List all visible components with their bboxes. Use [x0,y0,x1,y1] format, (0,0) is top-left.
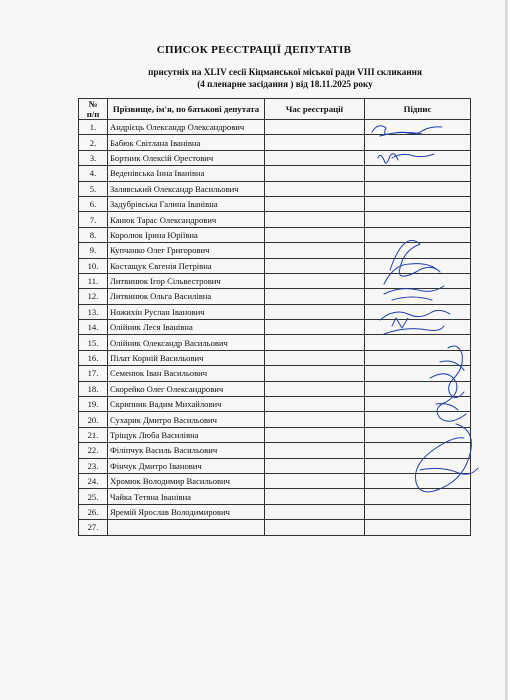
table-row [79,166,471,181]
registration-time [265,320,365,335]
signature-cell [365,304,471,319]
table-row [79,212,471,227]
table-row [79,412,471,427]
signature-cell [365,258,471,273]
row-number: 1. [79,120,108,135]
header-signature: Підпис [365,99,471,120]
signature-cell [365,412,471,427]
registration-time [265,258,365,273]
deputy-name: Олійник Олександр Васильович [108,335,265,350]
row-number: 11. [79,273,108,288]
table-row [79,473,471,488]
table-row [79,227,471,242]
registration-time [265,443,365,458]
signature-cell [365,335,471,350]
deputy-name: Веденівська Інна Іванівна [108,166,265,181]
deputy-name: Бабюк Світлана Іванівна [108,135,265,150]
row-number: 10. [79,258,108,273]
table-row [79,335,471,350]
table-row [79,181,471,196]
table-row [79,320,471,335]
deputy-name: Канюк Тарас Олександрович [108,212,265,227]
registration-time [265,135,365,150]
signature-cell [365,227,471,242]
registration-time [265,227,365,242]
deputy-name: Ножихін Руслан Іванович [108,304,265,319]
signature-cell [365,350,471,365]
table-row [79,397,471,412]
table-row [79,196,471,211]
signature-cell [365,166,471,181]
signature-cell [365,196,471,211]
registration-time [265,181,365,196]
table-row [79,273,471,288]
row-number: 3. [79,150,108,165]
table-row [79,135,471,150]
row-number: 23. [79,458,108,473]
row-number: 20. [79,412,108,427]
deputy-name: Костащук Євгенія Петрівна [108,258,265,273]
row-number: 21. [79,427,108,442]
signature-cell [365,150,471,165]
deputy-name: Литвинюк Ігор Сільвестрович [108,273,265,288]
row-number: 2. [79,135,108,150]
row-number: 26. [79,504,108,519]
deputy-name: Сухарик Дмитро Васильович [108,412,265,427]
row-number: 27. [79,520,108,535]
registration-time [265,473,365,488]
deputy-name: Тріщук Люба Василівна [108,427,265,442]
table-row [79,304,471,319]
signature-cell [365,273,471,288]
deputy-name: Пілат Корній Васильович [108,350,265,365]
signature-cell [365,181,471,196]
row-number: 8. [79,227,108,242]
signature-cell [365,135,471,150]
deputy-name: Скрипник Вадим Михайлович [108,397,265,412]
row-number: 18. [79,381,108,396]
signature-cell [365,473,471,488]
deputy-name [108,520,265,535]
signature-cell [365,427,471,442]
row-number: 19. [79,397,108,412]
signature-cell [365,458,471,473]
signature-cell [365,366,471,381]
registration-time [265,504,365,519]
deputy-name: Залявський Олександр Васильович [108,181,265,196]
row-number: 5. [79,181,108,196]
registration-time [265,166,365,181]
deputy-name: Задубрівська Галина Іванівна [108,196,265,211]
deputy-name: Фінчук Дмитро Іванович [108,458,265,473]
registration-time [265,196,365,211]
signature-cell [365,504,471,519]
deputy-name: Купчанко Олег Григорович [108,243,265,258]
table-row [79,381,471,396]
table-row [79,489,471,504]
header-time: Час реєстрації [265,99,365,120]
signature-cell [365,443,471,458]
registration-time [265,273,365,288]
row-number: 6. [79,196,108,211]
table-row [79,289,471,304]
registration-time [265,458,365,473]
table-row [79,120,471,135]
table-row [79,258,471,273]
row-number: 25. [79,489,108,504]
row-number: 4. [79,166,108,181]
header-number [79,99,108,120]
signature-cell [365,120,471,135]
signature-cell [365,397,471,412]
deputy-name: Андрієць Олександр Олександрович [108,120,265,135]
deputy-name: Литвинюк Ольга Василівна [108,289,265,304]
table-row [79,350,471,365]
subtitle-line-2: (4 пленарне засідання ) від 18.11.2025 року [197,79,373,89]
row-number: 22. [79,443,108,458]
table-row [79,150,471,165]
signature-cell [365,212,471,227]
row-number: 16. [79,350,108,365]
registration-time [265,520,365,535]
registration-time [265,427,365,442]
header-number-sub: п/п [86,109,100,119]
subtitle-line-1: присутніх на XLIV сесії Кіцманської міської ради VIII скликання [148,67,422,77]
row-number: 9. [79,243,108,258]
document-subtitle [40,66,508,90]
row-number: 12. [79,289,108,304]
deputy-name: Бортник Олексій Орестович [108,150,265,165]
signature-cell [365,381,471,396]
registration-time [265,489,365,504]
registration-time [265,335,365,350]
signature-cell [365,320,471,335]
registration-time [265,212,365,227]
deputy-name: Філіпчук Василь Васильович [108,443,265,458]
deputy-name: Королюк Ірина Юріївна [108,227,265,242]
registration-time [265,397,365,412]
deputy-name: Чайка Тетяна Іванівна [108,489,265,504]
registration-time [265,412,365,427]
registration-time [265,350,365,365]
header-number-label: № [88,99,98,109]
table-row [79,458,471,473]
header-name: Прізвище, ім'я, по батькові депутата [108,99,265,120]
deputy-name: Олійник Леся Іванівна [108,320,265,335]
deputy-name: Хромюк Володимир Васильович [108,473,265,488]
document-title: СПИСОК РЕЄСТРАЦІЇ ДЕПУТАТІВ [156,44,352,56]
registration-time [265,243,365,258]
row-number: 24. [79,473,108,488]
table-row [79,366,471,381]
table-row [79,427,471,442]
deputy-name: Яремій Ярослав Володимирович [108,504,265,519]
row-number: 14. [79,320,108,335]
signature-cell [365,289,471,304]
row-number: 15. [79,335,108,350]
signature-cell [365,243,471,258]
table-row [79,243,471,258]
registration-time [265,150,365,165]
deputy-name: Семенюк Іван Васильович [108,366,265,381]
table-header-row [79,99,471,120]
registration-time [265,120,365,135]
deputy-name: Скорейко Олег Олександрович [108,381,265,396]
table-row [79,520,471,535]
row-number: 7. [79,212,108,227]
registration-time [265,366,365,381]
registration-time [265,289,365,304]
signature-cell [365,489,471,504]
table-row [79,443,471,458]
signature-cell [365,520,471,535]
registration-time [265,304,365,319]
table-row [79,504,471,519]
registration-table [78,98,471,536]
row-number: 13. [79,304,108,319]
row-number: 17. [79,366,108,381]
registration-time [265,381,365,396]
